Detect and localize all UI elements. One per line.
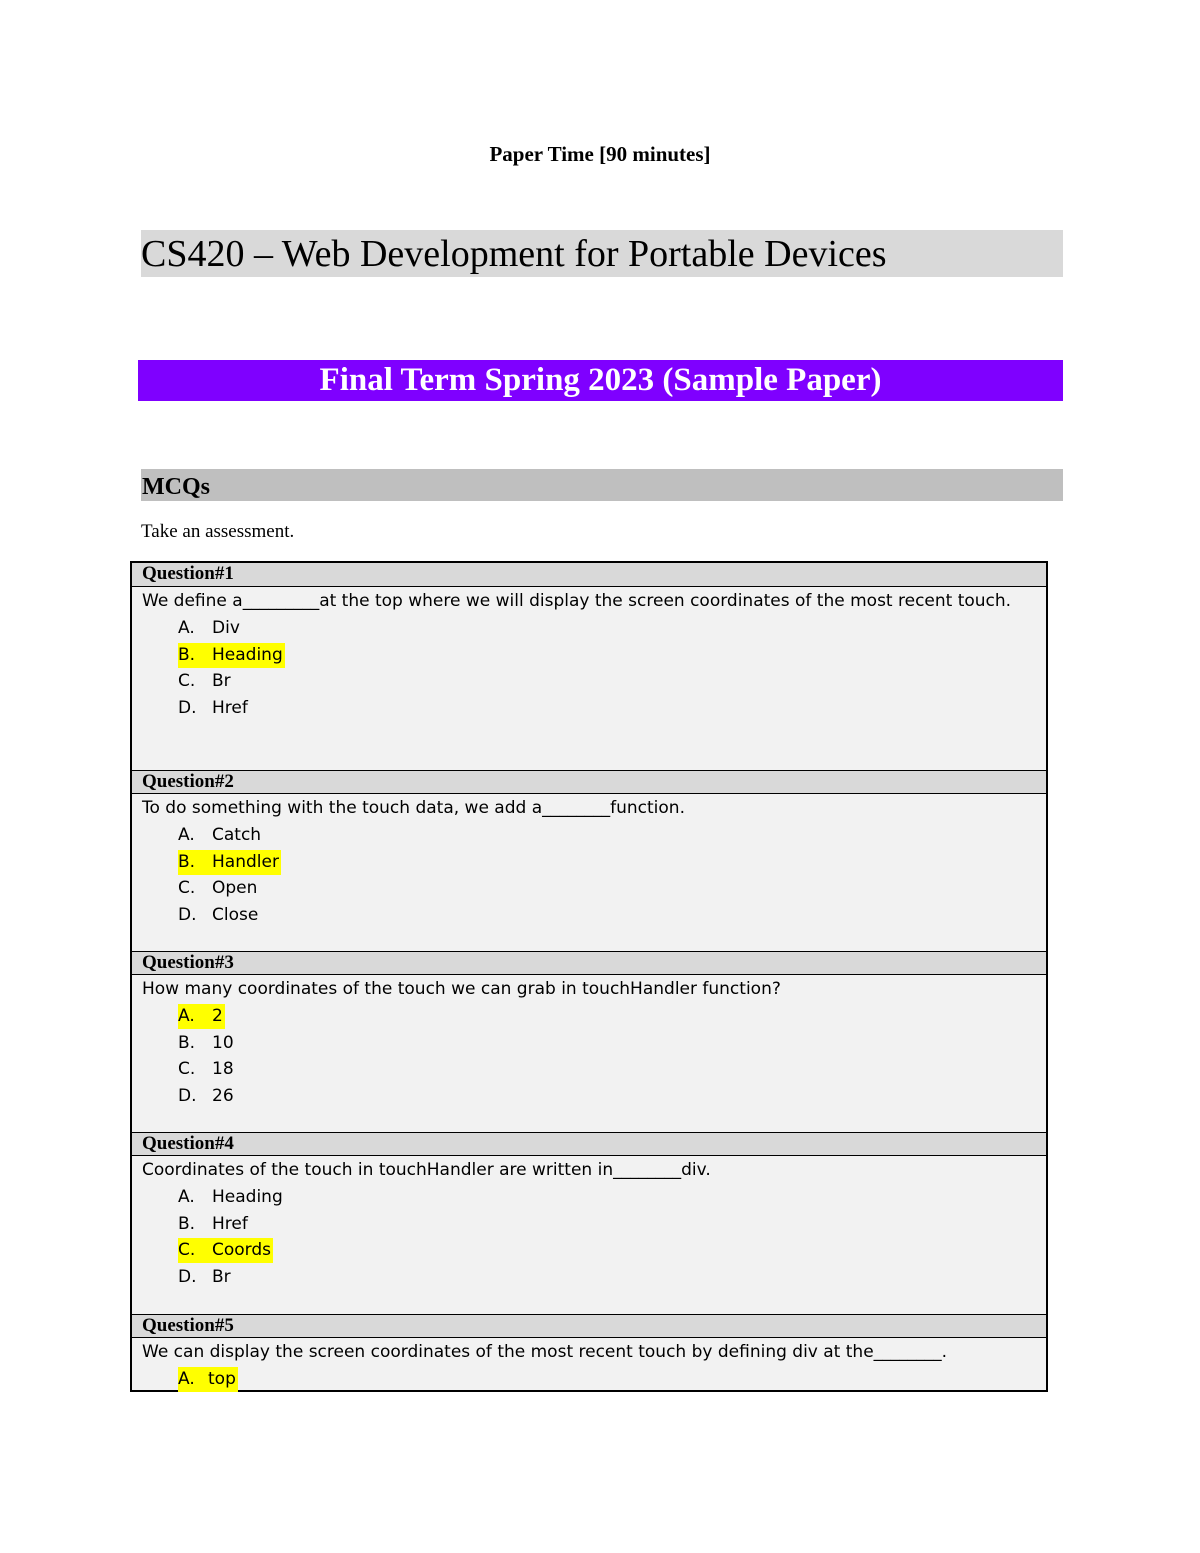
option-text: 2 [212, 1006, 223, 1026]
option-letter: D. [178, 1085, 197, 1106]
option-letter: B. [178, 851, 196, 872]
option-text: 18 [212, 1059, 234, 1079]
option-text: Handler [212, 851, 279, 872]
option-item-highlighted [178, 642, 1046, 669]
option-item [178, 615, 1046, 642]
option-item-highlighted [178, 1237, 1046, 1264]
option-item-highlighted [178, 849, 1046, 876]
option-text: Br [212, 671, 231, 691]
section-title: MCQs [142, 474, 210, 500]
option-item [178, 1030, 1046, 1057]
option-list [132, 1184, 1046, 1290]
option-list [132, 1003, 1046, 1109]
option-item [178, 1264, 1046, 1291]
question-text: We define a_________at the top where we will display the screen coordinates of the most recent touch. [142, 591, 1012, 611]
option-text: 26 [212, 1085, 234, 1106]
question-label: Question#2 [132, 770, 1046, 794]
option-text: 10 [212, 1032, 234, 1053]
option-item [178, 902, 1046, 929]
option-text: Heading [212, 1187, 283, 1207]
option-item [178, 1083, 1046, 1110]
option-text: Br [212, 1266, 231, 1287]
question-text: How many coordinates of the touch we can grab in touchHandler function? [142, 979, 781, 999]
option-text: Open [212, 878, 258, 898]
term-title-band [138, 360, 1063, 401]
option-list [132, 822, 1046, 928]
question-block [132, 563, 1046, 721]
question-label: Question#4 [132, 1132, 1046, 1156]
option-letter: B. [178, 644, 196, 665]
option-letter: C. [178, 1240, 196, 1260]
option-item [178, 668, 1046, 695]
option-letter: D. [178, 697, 197, 718]
option-text: Coords [212, 1240, 272, 1260]
option-letter: A. [178, 1187, 195, 1207]
option-letter: C. [178, 878, 196, 898]
option-list [132, 1366, 1046, 1393]
paper-time: Paper Time [90 minutes] [489, 142, 711, 166]
option-letter: A. [178, 825, 195, 845]
option-text: Href [212, 697, 248, 718]
option-text: top [208, 1369, 236, 1389]
option-letter: B. [178, 1213, 196, 1234]
option-text: Href [212, 1213, 248, 1234]
option-letter: A. [178, 1006, 195, 1026]
term-title: Final Term Spring 2023 (Sample Paper) [319, 362, 882, 398]
question-label: Question#5 [132, 1314, 1046, 1338]
option-text: Close [212, 904, 259, 925]
option-text: Div [212, 618, 240, 638]
question-block [132, 1132, 1046, 1290]
questions-table [130, 561, 1048, 1392]
course-title: CS420 – Web Development for Portable Devices [141, 233, 887, 275]
option-letter: D. [178, 1266, 197, 1287]
option-letter: A. [178, 618, 195, 638]
option-list [132, 615, 1046, 721]
option-item [178, 1211, 1046, 1238]
question-text: We can display the screen coordinates of the most recent touch by defining div at the________. [142, 1342, 948, 1362]
question-text: To do something with the touch data, we add a________function. [142, 798, 685, 818]
intro-text: Take an assessment. [141, 521, 295, 542]
option-item [178, 695, 1046, 722]
question-block [132, 951, 1046, 1109]
question-label: Question#3 [132, 951, 1046, 975]
option-letter: C. [178, 671, 196, 691]
option-item [178, 822, 1046, 849]
option-item-highlighted [178, 1366, 1046, 1393]
course-title-band [141, 230, 1063, 277]
question-block [132, 1314, 1046, 1393]
question-label: Question#1 [132, 563, 1046, 587]
question-text: Coordinates of the touch in touchHandler are written in________div. [142, 1160, 711, 1180]
section-band-mcqs [141, 469, 1063, 501]
option-item [178, 1184, 1046, 1211]
option-letter: D. [178, 904, 197, 925]
option-text: Heading [212, 644, 283, 665]
option-item [178, 1056, 1046, 1083]
question-block [132, 770, 1046, 928]
option-text: Catch [212, 825, 262, 845]
option-letter: C. [178, 1059, 196, 1079]
option-item-highlighted [178, 1003, 1046, 1030]
option-letter: B. [178, 1032, 196, 1053]
option-item [178, 875, 1046, 902]
option-letter: A. [178, 1369, 195, 1389]
